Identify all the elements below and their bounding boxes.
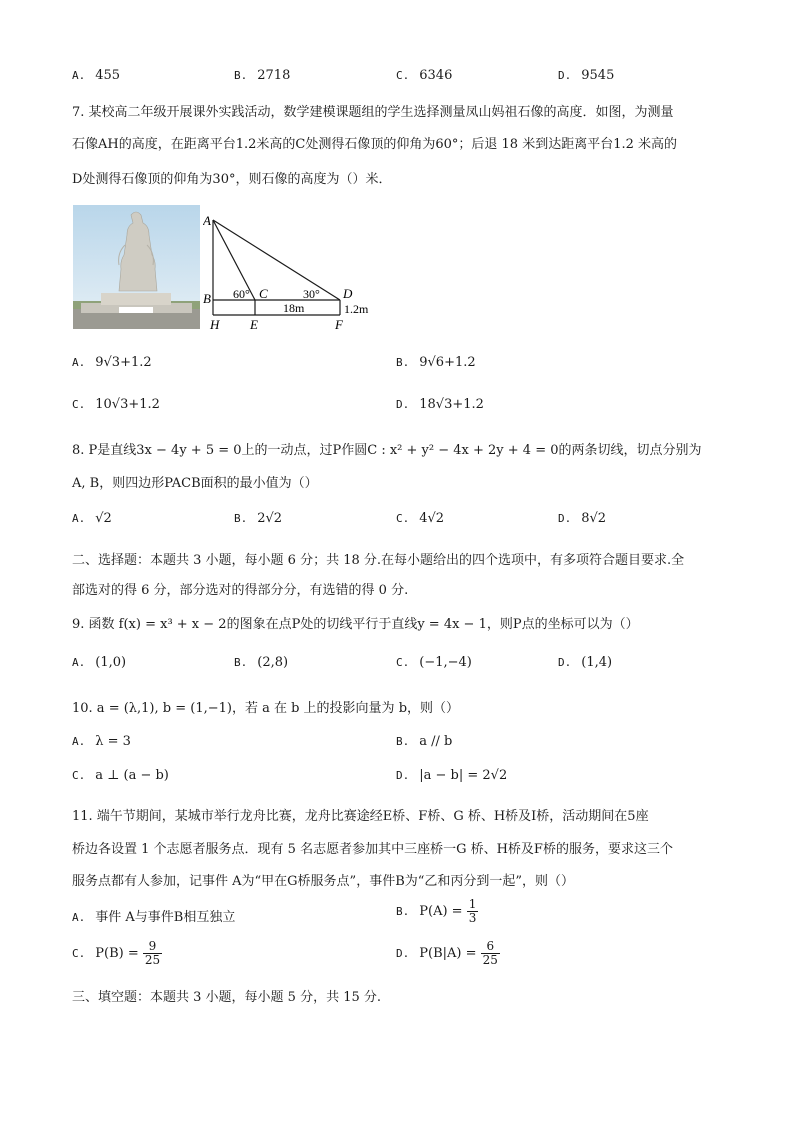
q8-option-c: C. 4√2: [396, 511, 445, 526]
q7-option-b: B. 9√6+1.2: [396, 355, 476, 370]
q10-line-1: 10. a = (λ,1), b = (1,−1)，若 a 在 b 上的投影向量为 b，则（）: [72, 701, 460, 716]
section-2-line-2: 部选对的得 6 分，部分选对的得部分分，有选错的得 0 分.: [72, 583, 409, 598]
q8-option-b: B. 2√2: [234, 511, 283, 526]
triangle-diagram: [203, 205, 393, 337]
q7-line-1: 7. 某校高二年级开展课外实践活动，数学建模课题组的学生选择测量凤山妈祖石像的高度．如图，为测量: [72, 105, 674, 120]
q11-line-2: 桥边各设置 1 个志愿者服务点．现有 5 名志愿者参加其中三座桥一G 桥、H桥及F桥的服务，要求这三个: [72, 842, 673, 857]
label-h: H: [210, 317, 220, 332]
q11-line-3: 服务点都有人参加，记事件 A为“甲在G桥服务点”，事件B为“乙和丙分到一起”，则（）: [72, 874, 575, 889]
q6-option-b: B. 2718: [234, 68, 291, 83]
label-f: F: [335, 317, 343, 332]
q6-option-a: A. 455: [72, 68, 121, 83]
label-c: C: [259, 286, 268, 301]
label-e: E: [250, 317, 258, 332]
fraction-1-3: $\frac{1}{3}$: [468, 897, 477, 926]
q11-line-1: 11. 端午节期间，某城市举行龙舟比赛，龙舟比赛途经E桥、F桥、G 桥、H桥及I桥，活动期间在5座: [72, 809, 649, 824]
q9-option-d: D. (1,4): [558, 655, 613, 670]
section-2-line-1: 二、选择题：本题共 3 小题，每小题 6 分；共 18 分.在每小题给出的四个选项中，有多项符合题目要求.全: [72, 553, 685, 568]
q6-option-d: D. 9545: [558, 68, 615, 83]
q10-option-d: D. |a − b| = 2√2: [396, 768, 508, 783]
q11-option-b: B. P(A) = $\frac{1}{3}$: [396, 897, 477, 926]
label-b: B: [203, 291, 211, 306]
q9-option-b: B. (2,8): [234, 655, 289, 670]
q11-option-a: A. 事件 A与事件B相互独立: [72, 910, 236, 925]
q8-line-2: A, B，则四边形PACB面积的最小值为（）: [72, 476, 318, 491]
q7-option-d: D. 18√3+1.2: [396, 397, 484, 412]
label-angle-30: 30°: [303, 287, 320, 301]
label-a: A: [203, 213, 211, 228]
q10-option-a: A. λ = 3: [72, 734, 131, 749]
q10-option-b: B. a // b: [396, 734, 453, 749]
q7-line-3: D处测得石像顶的仰角为30°，则石像的高度为（）米．: [72, 172, 392, 187]
q8-option-d: D. 8√2: [558, 511, 607, 526]
q9-option-a: A. (1,0): [72, 655, 127, 670]
label-d: D: [343, 286, 353, 301]
q9-option-c: C. (−1,−4): [396, 655, 472, 670]
q7-line-2: 石像AH的高度，在距离平台1.2米高的C处测得石像顶的仰角为60°；后退 18 米到达距离平台1.2 米高的: [72, 137, 678, 152]
label-angle-60: 60°: [233, 287, 250, 301]
section-3-line-1: 三、填空题：本题共 3 小题，每小题 5 分，共 15 分.: [72, 990, 382, 1005]
label-distance: 18m: [283, 301, 305, 315]
statue-photo: [73, 205, 200, 329]
fraction-9-25: $\frac{9}{25}$: [144, 939, 161, 968]
q11-option-d: D. P(B|A) = $\frac{6}{25}$: [396, 939, 498, 968]
q6-option-c: C. 6346: [396, 68, 453, 83]
q8-line-1: 8. P是直线3x − 4y + 5 = 0上的一动点，过P作圆C : x² + y² − 4x + 2y + 4 = 0的两条切线，切点分别为: [72, 443, 702, 458]
q7-option-c: C. 10√3+1.2: [72, 397, 160, 412]
q7-option-a: A. 9√3+1.2: [72, 355, 152, 370]
q8-option-a: A. √2: [72, 511, 112, 526]
fraction-6-25: $\frac{6}{25}$: [482, 939, 498, 968]
label-height: 1.2m: [344, 302, 369, 316]
q9-line-1: 9. 函数 f(x) = x³ + x − 2的图象在点P处的切线平行于直线y = 4x − 1，则P点的坐标可以为（）: [72, 617, 639, 632]
q10-option-c: C. a ⊥ (a − b): [72, 768, 169, 783]
q11-option-c: C. P(B) = $\frac{9}{25}$: [72, 939, 161, 968]
